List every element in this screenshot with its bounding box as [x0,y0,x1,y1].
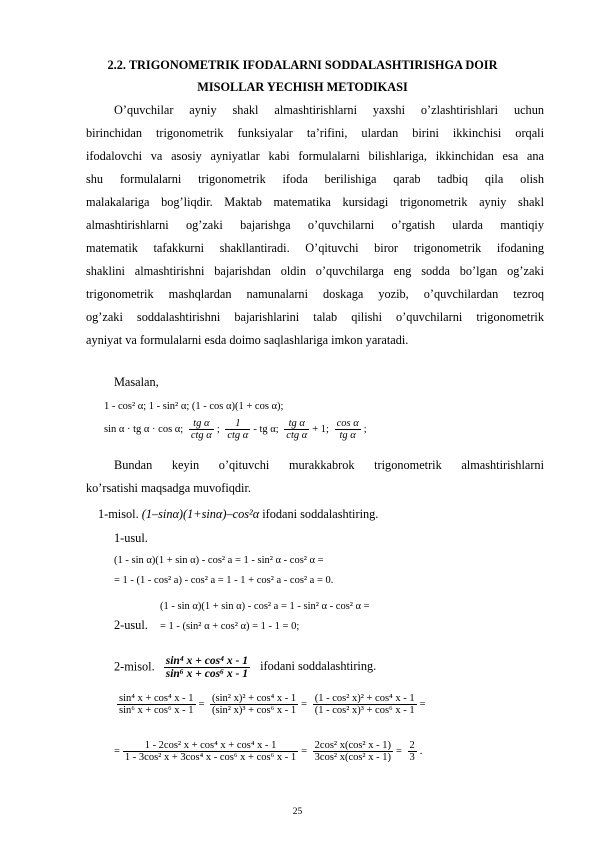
misol2-label: 2-misol. [114,659,155,674]
fraction-cos-tg [335,418,361,441]
fraction-denominator: ctg α [227,430,249,441]
fraction-denominator: 3cos² x(cos² x - 1) [314,752,391,763]
fraction-numerator: tg α [189,418,214,430]
paragraph-line: O’quvchilar ayniy shakl almashtirishlarni yaxshi o’zlashtirishlari uchun [114,103,544,117]
usul1-line1: (1 - sin α)(1 + sin α) - cos² a = 1 - sin² α - cos² α = [114,555,324,566]
fraction-b [210,693,298,716]
fraction-tail: - tg α; [253,423,279,435]
misol1-tail: ifodani soddalashtiring. [262,507,379,521]
misol2-tail: ifodani soddalashtiring. [260,659,377,674]
fraction-numerator: 1 - 2cos² x + cos⁴ x + cos⁴ x - 1 [123,740,298,752]
masalan-label: Masalan, [114,375,159,389]
fraction-numerator: sin⁴ x + cos⁴ x - 1 [165,655,249,667]
fraction-denominator: sin⁶ x + cos⁶ x - 1 [165,668,249,680]
fraction-tg-ctg [189,418,214,441]
fraction-numerator: (sin² x)² + cos⁴ x - 1 [212,693,297,704]
fraction-numerator: (1 - cos² x)² + cos⁴ x - 1 [314,693,415,704]
fraction-numerator: 1 [225,418,250,430]
fraction-denominator: ctg α [190,430,212,441]
usul2-line1: (1 - sin α)(1 + sin α) - cos² a = 1 - sin² α - cos² α = [160,601,370,612]
fraction-numerator: cos α [336,418,359,429]
paragraph-line: ayniyat va formulalarni esda doimo saqlashlariga imkon yaratadi. [86,333,409,347]
solution2-line1: $\frac{\text{sin⁴ x + cos⁴ x - 1}}{\text{sin⁶ x + cos⁶ x - 1}}$ = $\frac{\text{(sin² x)² + cos⁴ x - 1}}{\text{(sin² x)³ + cos⁶ x - 1}}$ = $\frac{\text{(1 - cos² x)² + cos⁴ x - 1}}{\text{(1 - cos² x)³ + cos⁶ x - 1}}$ = [119,693,426,716]
fraction-tail: ; [363,423,367,435]
fraction-a [117,693,196,716]
fraction-numerator: sin⁴ x + cos⁴ x - 1 [119,693,194,704]
fraction-f [408,740,417,763]
fraction-numerator: tg α [284,418,309,430]
fraction-d [123,740,298,763]
usul1-line2: = 1 - (1 - cos² a) - cos² a = 1 - 1 + cos² a - cos² a = 0. [114,575,334,586]
usul2-label: 2-usul. [114,618,148,632]
fraction-denominator: (sin² x)³ + cos⁶ x - 1 [212,705,297,716]
intro-paragraph [86,99,544,352]
section-title-line2: MISOLLAR YECHISH METODIKASI [197,80,408,94]
fraction-denominator: 1 - 3cos² x + 3cos⁴ x - cos⁶ x + cos⁶ x - 1 [124,752,297,763]
paragraph-line: ko’rsatishi maqsadga muvofiqdir. [86,481,251,495]
fraction-denominator: 3 [409,752,415,763]
fraction-numerator: 2cos² x(cos² x - 1) [314,740,391,751]
usul1-label: 1-usul. [114,531,148,545]
fraction-c [313,693,417,716]
paragraph-line: shu formulalarni trigonometrik ifoda berilishiga qarab tadbiq qila olish [86,172,544,186]
bundan-paragraph [86,454,544,500]
fraction-numerator: 2 [409,740,415,751]
fraction-denominator: ctg α [286,430,308,441]
misol2-fraction [164,655,250,680]
paragraph-line: Bundan keyin o’qituvchi murakkabrok trigonometrik almashtirishlarni [114,458,544,472]
paragraph-line: almashtirishlarni og’zaki bajarishga o’quvchilarni o’rgatish ularda mantiqiy [86,218,544,232]
fraction-tg-ctg-2 [284,418,309,441]
paragraph-line: og’zaki soddalashtirishni bajarishlarini talab qilishi o’quvchilarni trigonometrik [86,310,544,324]
misol1-label: 1-misol. [98,507,139,521]
paragraph-line: trigonometrik mashqlardan namunalarni doskaga yozib, o’quvchilardan tezroq [86,287,544,301]
fraction-e [313,740,393,763]
page-number: 25 [292,807,303,817]
fraction-denominator: tg α [339,430,356,441]
paragraph-line: birinchidan trigonometrik funksiyalar ta’rifini, ulardan birini ikkinchisi orqali [86,126,544,140]
misol1-expression: (1–sinα)(1+sinα)–cos²α [141,507,260,521]
section-title-line1: 2.2. TRIGONOMETRIK IFODALARNI SODDALASHTIRISHGA DOIR [107,58,498,72]
paragraph-line: malakalariga bog’liqdir. Maktab matematika kursidagi trigonometrik ayniy shakl [86,195,544,209]
paragraph-line: ifodalovchi va asosiy ayniyatlar kabi formulalarni bilishlariga, ikkinchidan esa ana [86,149,544,163]
misol1-line [98,507,378,522]
fraction-denominator: (1 - cos² x)³ + cos⁶ x - 1 [314,705,415,716]
example-row-2: sin α · tg α · cos α; $\frac{\text{tg α}}{\text{ctg α}}$ ; $\frac{1}{\text{ctg α}}$ - tg α; $\frac{\text{tg α}}{\text{ctg α}}$ + 1; $\frac{\text{cos α}}{\text{tg α}}$ ; [104,418,367,441]
fraction-denominator: sin⁶ x + cos⁶ x - 1 [119,705,194,716]
usul2-line2: = 1 - (sin² α + cos² α) = 1 - 1 = 0; [160,621,300,632]
example-row-1: 1 - cos² α; 1 - sin² α; (1 - cos α)(1 + cos α); [104,401,284,412]
misol2-line [114,655,376,680]
example-prefix: sin α · tg α · cos α; [104,423,184,435]
fraction-tail: + 1; [312,423,329,435]
solution2-line2: = $\frac{\text{1 - 2cos² x + cos⁴ x + cos⁴ x - 1}}{\text{1 - 3cos² x + 3cos⁴ x - cos⁶ x + cos⁶ x - 1}}$ = $\frac{\text{2cos² x(cos² x - 1)}}{\text{3cos² x(cos² x - 1)}}$ = $\frac{2}{3}$ . [114,740,423,763]
fraction-1-ctg [225,418,250,441]
paragraph-line: matematik tafakkurni shakllantiradi. O’qituvchi biror trigonometrik ifodaning [86,241,544,255]
paragraph-line: shaklini almashtirishni bajarishdan oldin o’quvchilarga eng sodda bo’lgan og’zaki [86,264,544,278]
